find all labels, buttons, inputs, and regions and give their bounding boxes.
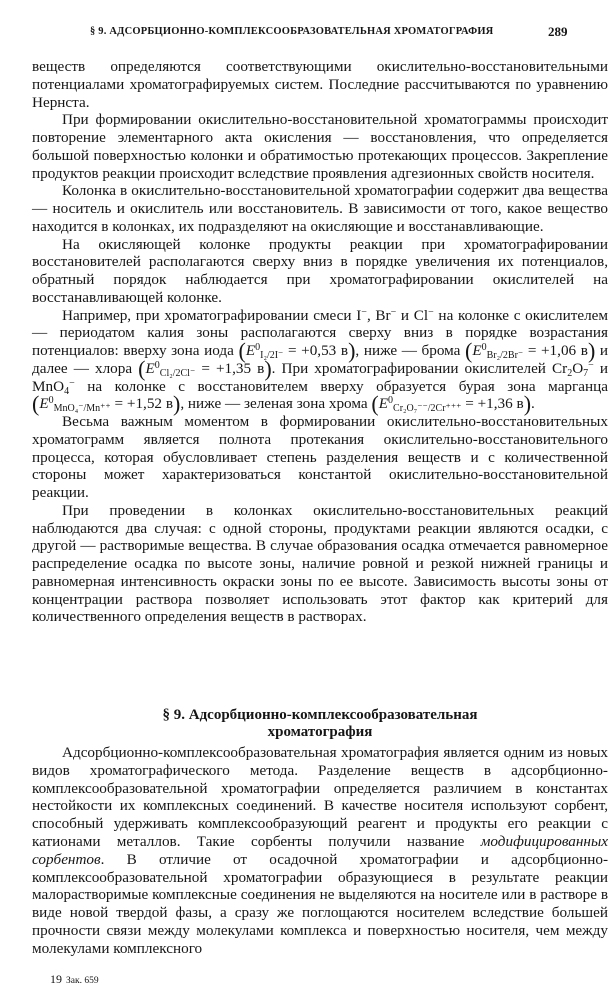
printer-signature: 19 Зак. 659	[50, 972, 99, 986]
iodine-potential: ($E^0_{I_2/2I^-} = +0,53$ в)	[238, 338, 356, 363]
manganese-potential: ($E^0_{MnO_4^-/Mn^{++}} = +1,52$ в)	[32, 391, 181, 417]
section-body	[32, 744, 608, 958]
paragraph-two-cases: При проведении в колонках окислительно-восстановительных реакций наблюдаются два случая: с одной стороны, продуктами реакции являются осадки, с другой — растворимые вещества. В случае образования осадка отмечается равномерное распределение осадка по высоте зоны, наличие ровной и резкой нижней границы и равномерная интенсивность окраски зоны по ее высоте. Зависимость высоты зоны от концентрации раствора позволяет использовать этот фактор как критерий для количественного определения веществ в растворах.	[32, 501, 608, 626]
chlorine-potential: ($E^0_{Cl_2/2Cl^-} = +1,35$ в)	[138, 355, 272, 381]
term-modified-sorbents: модифицированных сорбентов	[32, 832, 608, 868]
section-heading: § 9. Адсорбционно-комплексообразовательная хроматография	[162, 707, 478, 740]
page-number: 289	[548, 24, 568, 39]
chromium-potential: ($E^0_{Cr_2O_7^{--}/2Cr^{+++}} = +1,36$ в)	[371, 391, 532, 417]
paragraph-oxidizing-column: На окисляющей колонке продукты реакции при хроматографировании восстановителей располагаются сверху вниз в порядке увеличения их потенциалов, обратный порядок наблюдается при хроматографировании окислителей на восстанавливающей колонке.	[32, 235, 608, 306]
main-text	[32, 58, 608, 626]
running-head: § 9. АДСОРБЦИОННО-КОМПЛЕКСООБРАЗОВАТЕЛЬНАЯ ХРОМАТОГРАФИЯ	[90, 26, 494, 37]
paragraph-formation: При формировании окислительно-восстановительной хроматограммы происходит повторение элементарного акта окисления — восстановления, что определяется большой поверхностью колонки и обратимостью протекающих процессов. Закрепление продуктов реакции происходит вследствие проявления адгезионных свойств носителя.	[32, 111, 608, 182]
paragraph-example: Например, при хроматографировании смеси I−, Br− и Cl− на колонке с окислителем — периодатом калия зоны располагаются сверху вниз в порядке возрастания потенциалов: вверху зона иода ($E^0_{I_2/2I^-} = +0,53$ в), ниже — брома ($E^0_{Br_2/2Br^-} = +1,06$ в) и далее — хлора ($E^0_{Cl_2/2Cl^-} = +1,35$ в). При хроматографировании окислителей $Cr_2O_7^-$ и MnO$_4$− на колонке с восстановителем вверху образуется бурая зона марганца ($E^0_{MnO_4^-/Mn^{++}} = +1,52$ в), ниже — зеленая зона хрома ($E^0_{Cr_2O_7^{--}/2Cr^{+++}} = +1,36$ в).	[32, 306, 609, 417]
section-intro: Адсорбционно-комплексообразовательная хроматография является одним из новых видов хроматографического метода. Разделение веществ в адсорбционно-комплексообразовательной хроматографии определяется различием в константах нестойкости их комплексных соединений. В качестве носителя используют сорбент, способный удерживать комплексообразующий реагент и продукты его реакции с катионами металлов. Такие сорбенты получили название модифицированных сорбентов. В отличие от осадочной хроматографии и адсорбционно-комплексообразовательной хроматографии образующиеся в результате реакции малорастворимые комплексные соединения не выделяются на носителе или в растворе в виде новой твердой фазы, а сразу же поглощаются носителем вследствие большей прочности связи между молекулами комплекса и поверхностью носителя, чем между молекулами комплексного	[32, 744, 608, 957]
paragraph-completeness: Весьма важным моментом в формировании окислительно-восстановительных хроматограмм является полнота протекания окислительно-восстановительного процесса, которая обусловливает степень разделения веществ и с количественной стороны может характеризоваться константой окислительно-восстановительной реакции.	[32, 413, 608, 501]
bromine-potential: ($E^0_{Br_2/2Br^-} = +1,06$ в)	[465, 338, 596, 363]
paragraph-column: Колонка в окислительно-восстановительной хроматографии содержит два вещества — носитель и окислитель или восстановитель. В зависимости от того, какое вещество находится в колонках, их подразделяют на окисляющие и восстанавливающие.	[32, 182, 608, 235]
paragraph-continued: веществ определяются соответствующими окислительно-восстановительными потенциалами хроматографируемых систем. Последние рассчитываются по уравнению Нернста.	[32, 58, 608, 111]
